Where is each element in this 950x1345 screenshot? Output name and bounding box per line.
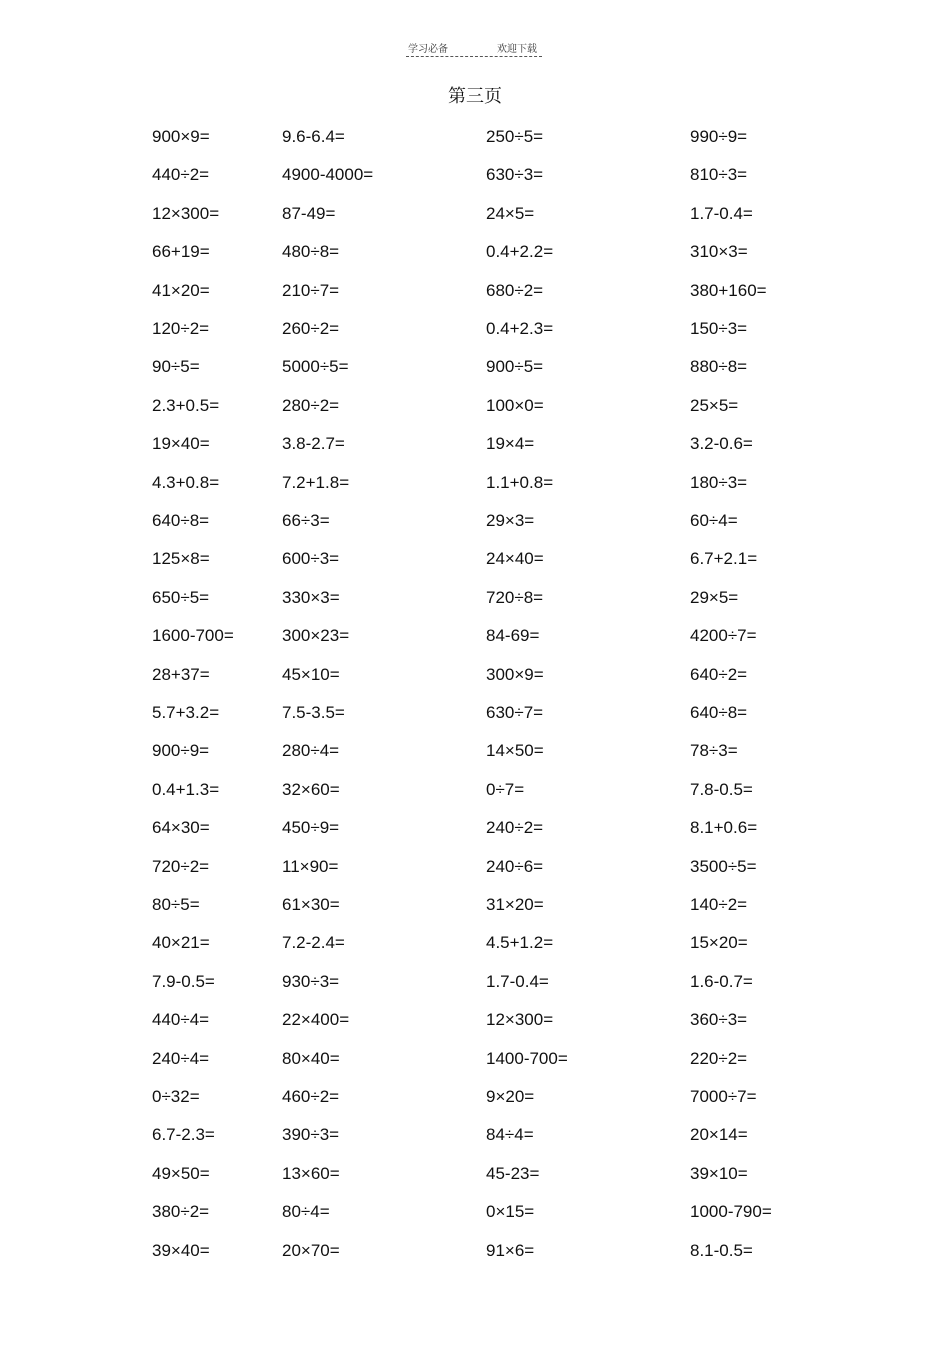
math-problem: 0×15=	[486, 1202, 535, 1222]
math-problem: 900÷9=	[152, 741, 210, 761]
math-problem: 120÷2=	[152, 319, 210, 338]
problem-row	[0, 1007, 950, 1037]
problem-row	[0, 393, 950, 423]
problem-row	[0, 201, 950, 231]
math-problem: 1.6-0.7=	[690, 971, 753, 991]
math-problem: 990÷9=	[690, 127, 748, 146]
math-problem: 360÷3=	[690, 1010, 748, 1030]
math-problem: 90÷5=	[152, 357, 200, 377]
math-problem: 390÷3=	[282, 1125, 340, 1145]
math-problem: 6.7+2.1=	[690, 549, 758, 569]
math-problem: 240÷4=	[152, 1048, 210, 1068]
problem-row	[0, 124, 950, 154]
math-problem: 260÷2=	[282, 319, 340, 338]
math-problem: 100×0=	[486, 395, 544, 415]
math-problem: 0÷32=	[152, 1087, 200, 1106]
math-problem: 45×10=	[282, 664, 340, 684]
math-problem: 1000-790=	[690, 1202, 772, 1222]
math-problem: 19×40=	[152, 434, 210, 454]
math-problem: 460÷2=	[282, 1087, 340, 1106]
math-problem: 45-23=	[486, 1163, 540, 1183]
math-problem: 3500÷5=	[690, 856, 757, 876]
math-problem: 11×90=	[282, 856, 339, 876]
math-problem: 31×20=	[486, 895, 544, 914]
problem-row	[0, 470, 950, 500]
page-title: 第三页	[448, 86, 502, 107]
problem-row	[0, 1046, 950, 1076]
math-problem: 600÷3=	[282, 549, 340, 569]
math-problem: 40×21=	[152, 933, 210, 953]
math-problem: 5000÷5=	[282, 357, 349, 377]
math-problem: 7.9-0.5=	[152, 971, 215, 991]
math-problem: 250÷5=	[486, 127, 544, 146]
math-problem: 84÷4=	[486, 1125, 534, 1145]
math-problem: 0÷7=	[486, 779, 525, 799]
math-problem: 5.7+3.2=	[152, 703, 220, 722]
problem-row	[0, 1084, 950, 1114]
math-problem: 150÷3=	[690, 319, 748, 338]
problem-row	[0, 738, 950, 768]
math-problem: 66+19=	[152, 242, 210, 262]
math-problem: 4900-4000=	[282, 165, 374, 185]
math-problem: 240÷6=	[486, 856, 544, 876]
math-problem: 1.1+0.8=	[486, 472, 554, 492]
math-problem: 300×23=	[282, 626, 350, 646]
math-problem: 22×400=	[282, 1010, 350, 1030]
problem-row	[0, 162, 950, 192]
math-problem: 300×9=	[486, 664, 544, 684]
math-problem: 64×30=	[152, 818, 210, 838]
problem-row	[0, 623, 950, 653]
math-problem: 0.4+2.3=	[486, 319, 554, 338]
math-problem: 14×50=	[486, 741, 544, 761]
math-problem: 8.1+0.6=	[690, 818, 758, 838]
problem-row	[0, 546, 950, 576]
math-problem: 8.1-0.5=	[690, 1240, 753, 1260]
math-problem: 49×50=	[152, 1163, 210, 1183]
math-problem: 4200÷7=	[690, 626, 757, 646]
math-problem: 9×20=	[486, 1087, 535, 1106]
math-problem: 440÷4=	[152, 1010, 210, 1030]
math-problem: 28+37=	[152, 664, 210, 684]
problem-row	[0, 662, 950, 692]
math-problem: 0.4+2.2=	[486, 242, 554, 262]
math-problem: 7.2-2.4=	[282, 933, 345, 953]
math-problem: 180÷3=	[690, 472, 748, 492]
math-problem: 9.6-6.4=	[282, 127, 345, 146]
problem-row	[0, 777, 950, 807]
problem-row	[0, 354, 950, 384]
problem-row	[0, 854, 950, 884]
math-problem: 680÷2=	[486, 280, 544, 300]
math-problem: 24×40=	[486, 549, 544, 569]
math-problem: 720÷2=	[152, 856, 210, 876]
problem-row	[0, 892, 950, 922]
math-problem: 640÷2=	[690, 664, 748, 684]
math-problem: 1600-700=	[152, 626, 234, 646]
problem-row	[0, 1238, 950, 1268]
problem-row	[0, 1199, 950, 1229]
math-problem: 7.8-0.5=	[690, 779, 753, 799]
math-problem: 32×60=	[282, 779, 340, 799]
problem-row	[0, 239, 950, 269]
math-problem: 29×3=	[486, 511, 535, 530]
math-problem: 87-49=	[282, 203, 336, 223]
math-problem: 810÷3=	[690, 165, 748, 185]
problem-row	[0, 431, 950, 461]
math-problem: 280÷2=	[282, 395, 340, 415]
math-problem: 220÷2=	[690, 1048, 748, 1068]
math-problem: 880÷8=	[690, 357, 748, 377]
problem-row	[0, 585, 950, 615]
math-problem: 125×8=	[152, 549, 210, 569]
header-left-text: 学习必备	[408, 44, 448, 55]
problem-row	[0, 316, 950, 346]
math-problem: 13×60=	[282, 1163, 340, 1183]
problem-row	[0, 278, 950, 308]
math-problem: 80÷5=	[152, 895, 200, 914]
math-problem: 7.5-3.5=	[282, 703, 345, 722]
math-problem: 630÷3=	[486, 165, 544, 185]
math-problem: 0.4+1.3=	[152, 779, 220, 799]
math-problem: 60÷4=	[690, 511, 738, 530]
math-problem: 25×5=	[690, 395, 739, 415]
math-problem: 20×70=	[282, 1240, 340, 1260]
math-problem: 15×20=	[690, 933, 748, 953]
math-problem: 24×5=	[486, 203, 535, 223]
math-problem: 61×30=	[282, 895, 340, 914]
math-problem: 29×5=	[690, 587, 739, 607]
math-problem: 4.5+1.2=	[486, 933, 554, 953]
math-problem: 280÷4=	[282, 741, 340, 761]
math-problem: 240÷2=	[486, 818, 544, 838]
math-problem: 1.7-0.4=	[690, 203, 753, 223]
math-problem: 12×300=	[152, 203, 220, 223]
problem-row	[0, 969, 950, 999]
problem-row	[0, 700, 950, 730]
math-problem: 1400-700=	[486, 1048, 568, 1068]
math-problem: 78÷3=	[690, 741, 738, 761]
math-problem: 640÷8=	[152, 511, 210, 530]
header-right-text: 欢迎下载	[497, 44, 537, 55]
math-problem: 380÷2=	[152, 1202, 210, 1222]
math-problem: 140÷2=	[690, 895, 748, 914]
math-problem: 2.3+0.5=	[152, 395, 220, 415]
math-problem: 39×10=	[690, 1163, 748, 1183]
math-problem: 80×40=	[282, 1048, 340, 1068]
math-problem: 3.8-2.7=	[282, 434, 345, 454]
math-problem: 900×9=	[152, 127, 210, 146]
math-problem: 720÷8=	[486, 587, 544, 607]
math-problem: 630÷7=	[486, 703, 544, 722]
math-problem: 80÷4=	[282, 1202, 330, 1222]
math-problem: 7000÷7=	[690, 1087, 757, 1106]
math-problem: 4.3+0.8=	[152, 472, 220, 492]
math-problem: 20×14=	[690, 1125, 748, 1145]
math-problem: 12×300=	[486, 1010, 554, 1030]
problem-row	[0, 815, 950, 845]
math-problem: 330×3=	[282, 587, 340, 607]
math-problem: 930÷3=	[282, 971, 340, 991]
math-problem: 440÷2=	[152, 165, 210, 185]
math-problem: 640÷8=	[690, 703, 748, 722]
math-problem: 380+160=	[690, 280, 767, 300]
problem-row	[0, 508, 950, 538]
math-problem: 310×3=	[690, 242, 748, 262]
math-problem: 210÷7=	[282, 280, 340, 300]
math-problem: 39×40=	[152, 1240, 210, 1260]
math-problem: 3.2-0.6=	[690, 434, 753, 454]
math-problem: 91×6=	[486, 1240, 535, 1260]
math-problem: 19×4=	[486, 434, 535, 454]
math-problem: 66÷3=	[282, 511, 330, 530]
page-header	[406, 38, 542, 57]
math-problem: 900÷5=	[486, 357, 544, 377]
math-problem: 1.7-0.4=	[486, 971, 549, 991]
problem-row	[0, 930, 950, 960]
math-problem: 84-69=	[486, 626, 540, 646]
math-problem: 480÷8=	[282, 242, 340, 262]
math-problem: 450÷9=	[282, 818, 340, 838]
math-problem: 41×20=	[152, 280, 210, 300]
problem-row	[0, 1122, 950, 1152]
math-problem: 650÷5=	[152, 587, 210, 607]
math-problem: 6.7-2.3=	[152, 1125, 215, 1145]
problem-row	[0, 1161, 950, 1191]
math-problem: 7.2+1.8=	[282, 472, 350, 492]
